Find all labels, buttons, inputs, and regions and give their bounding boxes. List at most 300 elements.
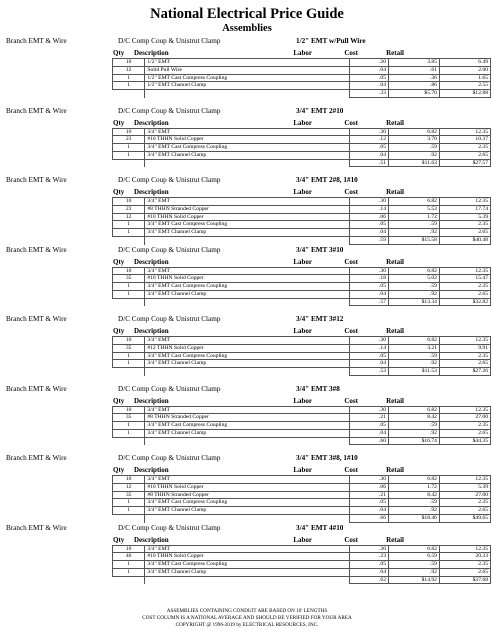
- total-retail: $12.88: [439, 90, 490, 98]
- description-cell: #8 THHN Stranded Copper: [145, 491, 350, 499]
- qty-cell: 23: [113, 205, 145, 213]
- retail-cell: 12.35: [439, 198, 490, 206]
- table-row: [113, 66, 491, 74]
- qty-cell: 1: [113, 82, 145, 90]
- labor-cell: .30: [350, 267, 389, 275]
- column-header-row: [0, 49, 494, 58]
- items-table: [112, 545, 491, 585]
- cost-cell: 5.02: [389, 275, 440, 283]
- total-retail: $27.57: [439, 159, 490, 167]
- qty-cell: 10: [113, 59, 145, 67]
- description-column-header: Description: [134, 118, 169, 127]
- column-header-row: [0, 258, 494, 267]
- table-row: [113, 213, 491, 221]
- cost-cell: 6.82: [389, 476, 440, 484]
- qty-cell: 1: [113, 499, 145, 507]
- qty-cell: 1: [113, 352, 145, 360]
- cost-column-header: Cost: [344, 327, 358, 335]
- qty-column-header: Qty: [113, 327, 125, 335]
- section-method: D/C Comp Coup & Unistrut Clamp: [118, 454, 221, 462]
- total-retail: $44.35: [439, 437, 490, 445]
- table-row: [113, 414, 491, 422]
- total-spacer: [113, 437, 145, 445]
- cost-cell: .59: [389, 221, 440, 229]
- labor-cell: .04: [350, 507, 389, 515]
- labor-cell: .06: [350, 213, 389, 221]
- cost-cell: .92: [389, 568, 440, 576]
- items-table: [112, 197, 491, 245]
- description-cell: #8 THHN Stranded Copper: [145, 205, 350, 213]
- labor-cell: .04: [350, 66, 389, 74]
- labor-cell: .30: [350, 406, 389, 414]
- qty-cell: 1: [113, 290, 145, 298]
- description-cell: #10 THHN Solid Copper: [145, 483, 350, 491]
- assembly-name: 3/4" EMT 3#8, 1#10: [296, 454, 358, 462]
- description-cell: 3/4" EMT Cast Compress Coupling: [145, 422, 350, 430]
- items-table: [112, 406, 491, 446]
- description-column-header: Description: [134, 396, 169, 405]
- labor-cell: .04: [350, 360, 389, 368]
- table-row: [113, 476, 491, 484]
- section-category: Branch EMT & Wire: [6, 315, 67, 323]
- total-labor: .57: [350, 298, 389, 306]
- retail-cell: 12.35: [439, 128, 490, 136]
- table-row: [113, 275, 491, 283]
- total-row: [113, 368, 491, 376]
- qty-cell: 10: [113, 545, 145, 553]
- table-row: [113, 406, 491, 414]
- section-method: D/C Comp Coup & Unistrut Clamp: [118, 245, 221, 254]
- table-row: [113, 507, 491, 515]
- section-header: [0, 384, 494, 395]
- qty-cell: 12: [113, 483, 145, 491]
- labor-cell: .30: [350, 198, 389, 206]
- description-column-header: Description: [134, 535, 169, 544]
- total-spacer: [145, 576, 350, 584]
- retail-cell: 5.39: [439, 213, 490, 221]
- total-spacer: [145, 368, 350, 376]
- section-category: Branch EMT & Wire: [6, 384, 67, 393]
- retail-cell: 17.74: [439, 205, 490, 213]
- labor-cell: .04: [350, 568, 389, 576]
- section-header: [0, 245, 494, 256]
- assembly-section: [0, 523, 494, 593]
- retail-column-header: Retail: [386, 466, 404, 474]
- retail-cell: 2.65: [439, 429, 490, 437]
- cost-column-header: Cost: [344, 466, 358, 474]
- footer-note-lengths: ASSEMBLIES CONTAINING CONDUIT ARE BASED ON 10' LENGTHS: [166, 608, 328, 614]
- table-row: [113, 128, 491, 136]
- description-cell: 3/4" EMT: [145, 545, 350, 553]
- labor-column-header: Labor: [293, 118, 312, 127]
- column-header-row: [0, 536, 494, 545]
- assembly-section: [0, 175, 494, 245]
- total-row: [113, 514, 491, 522]
- cost-cell: .92: [389, 151, 440, 159]
- cost-cell: .59: [389, 144, 440, 152]
- retail-cell: 2.35: [439, 144, 490, 152]
- section-category: Branch EMT & Wire: [6, 523, 67, 532]
- total-cost: $15.58: [389, 236, 440, 244]
- qty-cell: 10: [113, 406, 145, 414]
- section-category: Branch EMT & Wire: [6, 245, 67, 254]
- labor-cell: .12: [350, 136, 389, 144]
- items-table: [112, 128, 491, 168]
- description-cell: 3/4" EMT Channel Clamp: [145, 151, 350, 159]
- table-row: [113, 491, 491, 499]
- qty-cell: 10: [113, 337, 145, 345]
- cost-column-header: Cost: [344, 188, 358, 196]
- cost-cell: 6.82: [389, 337, 440, 345]
- total-row: [113, 159, 491, 167]
- qty-cell: 46: [113, 553, 145, 561]
- table-row: [113, 59, 491, 67]
- labor-cell: .04: [350, 290, 389, 298]
- retail-cell: 12.35: [439, 267, 490, 275]
- retail-column-header: Retail: [386, 118, 404, 127]
- table-row: [113, 74, 491, 82]
- description-cell: 3/4" EMT Cast Compress Coupling: [145, 283, 350, 291]
- qty-cell: 23: [113, 136, 145, 144]
- description-cell: 3/4" EMT Channel Clamp: [145, 568, 350, 576]
- retail-cell: 27.00: [439, 491, 490, 499]
- total-row: [113, 90, 491, 98]
- cost-cell: 3.70: [389, 136, 440, 144]
- retail-cell: 12.35: [439, 545, 490, 553]
- labor-column-header: Labor: [293, 396, 312, 405]
- cost-cell: 8.42: [389, 491, 440, 499]
- table-row: [113, 422, 491, 430]
- retail-cell: 2.65: [439, 360, 490, 368]
- column-header-row: [0, 119, 494, 128]
- cost-cell: .59: [389, 283, 440, 291]
- qty-cell: 35: [113, 414, 145, 422]
- retail-cell: 2.35: [439, 422, 490, 430]
- column-header-row: [0, 327, 494, 336]
- cost-cell: 3.85: [389, 59, 440, 67]
- assembly-name: 3/4" EMT 4#10: [296, 523, 344, 532]
- total-spacer: [113, 298, 145, 306]
- cost-column-header: Cost: [344, 118, 358, 127]
- cost-cell: .36: [389, 74, 440, 82]
- cost-cell: .92: [389, 360, 440, 368]
- total-spacer: [145, 298, 350, 306]
- retail-cell: 2.65: [439, 290, 490, 298]
- table-row: [113, 283, 491, 291]
- description-cell: 3/4" EMT: [145, 406, 350, 414]
- total-spacer: [113, 514, 145, 522]
- assembly-section: [0, 36, 494, 106]
- section-method: D/C Comp Coup & Unistrut Clamp: [118, 37, 221, 45]
- assembly-name: 3/4" EMT 2#8, 1#10: [296, 176, 358, 184]
- total-spacer: [145, 236, 350, 244]
- total-spacer: [145, 514, 350, 522]
- qty-cell: 1: [113, 507, 145, 515]
- cost-cell: .59: [389, 352, 440, 360]
- retail-cell: 2.35: [439, 499, 490, 507]
- cost-cell: 1.72: [389, 483, 440, 491]
- section-method: D/C Comp Coup & Unistrut Clamp: [118, 176, 221, 184]
- retail-cell: 9.91: [439, 344, 490, 352]
- total-retail: $37.68: [439, 576, 490, 584]
- labor-column-header: Labor: [293, 49, 312, 57]
- cost-cell: .92: [389, 290, 440, 298]
- retail-cell: 12.35: [439, 406, 490, 414]
- total-cost: $11.63: [389, 159, 440, 167]
- cost-column-header: Cost: [344, 396, 358, 405]
- retail-cell: 2.65: [439, 507, 490, 515]
- qty-cell: 1: [113, 429, 145, 437]
- items-table: [112, 336, 491, 376]
- table-row: [113, 360, 491, 368]
- section-category: Branch EMT & Wire: [6, 37, 67, 45]
- labor-cell: .30: [350, 128, 389, 136]
- section-header: [0, 36, 494, 47]
- retail-column-header: Retail: [386, 327, 404, 335]
- table-row: [113, 545, 491, 553]
- table-row: [113, 561, 491, 569]
- retail-cell: 2.00: [439, 66, 490, 74]
- table-row: [113, 568, 491, 576]
- total-labor: .33: [350, 90, 389, 98]
- labor-cell: .04: [350, 429, 389, 437]
- cost-column-header: Cost: [344, 257, 358, 266]
- description-cell: 3/4" EMT Cast Compress Coupling: [145, 561, 350, 569]
- retail-column-header: Retail: [386, 396, 404, 405]
- section-category: Branch EMT & Wire: [6, 454, 67, 462]
- total-labor: .60: [350, 437, 389, 445]
- description-column-header: Description: [134, 49, 169, 57]
- cost-cell: .61: [389, 66, 440, 74]
- retail-cell: 20.33: [439, 553, 490, 561]
- qty-cell: 1: [113, 568, 145, 576]
- table-row: [113, 290, 491, 298]
- table-row: [113, 229, 491, 237]
- qty-column-header: Qty: [113, 188, 125, 196]
- description-cell: 3/4" EMT Channel Clamp: [145, 229, 350, 237]
- total-retail: $49.65: [439, 514, 490, 522]
- assembly-name: 3/4" EMT 3#10: [296, 245, 344, 254]
- assembly-section: [0, 384, 494, 454]
- qty-cell: 35: [113, 491, 145, 499]
- assembly-section: [0, 453, 494, 523]
- total-retail: $32.82: [439, 298, 490, 306]
- items-table: [112, 475, 491, 523]
- qty-column-header: Qty: [113, 118, 125, 127]
- cost-cell: 8.42: [389, 414, 440, 422]
- total-spacer: [113, 159, 145, 167]
- column-header-row: [0, 466, 494, 475]
- total-cost: $16.74: [389, 437, 440, 445]
- assembly-name: 1/2" EMT w/Pull Wire: [296, 37, 366, 45]
- labor-cell: .05: [350, 422, 389, 430]
- assembly-list: [0, 36, 494, 592]
- cost-column-header: Cost: [344, 49, 358, 57]
- total-spacer: [113, 368, 145, 376]
- retail-cell: 27.00: [439, 414, 490, 422]
- retail-cell: 2.35: [439, 561, 490, 569]
- description-cell: 3/4" EMT Cast Compress Coupling: [145, 221, 350, 229]
- page-title: National Electrical Price Guide: [150, 6, 344, 22]
- qty-cell: 35: [113, 344, 145, 352]
- qty-column-header: Qty: [113, 396, 125, 405]
- total-cost: $18.46: [389, 514, 440, 522]
- cost-cell: .59: [389, 499, 440, 507]
- cost-cell: 6.82: [389, 406, 440, 414]
- qty-column-header: Qty: [113, 257, 125, 266]
- table-row: [113, 267, 491, 275]
- total-labor: .66: [350, 514, 389, 522]
- total-row: [113, 437, 491, 445]
- description-cell: 3/4" EMT: [145, 476, 350, 484]
- total-spacer: [113, 236, 145, 244]
- cost-cell: .59: [389, 422, 440, 430]
- retail-cell: 2.35: [439, 352, 490, 360]
- labor-cell: .14: [350, 205, 389, 213]
- section-method: D/C Comp Coup & Unistrut Clamp: [118, 384, 221, 393]
- retail-cell: 10.37: [439, 136, 490, 144]
- description-cell: #10 THHN Solid Copper: [145, 136, 350, 144]
- total-spacer: [113, 90, 145, 98]
- retail-cell: 15.47: [439, 275, 490, 283]
- column-header-row: [0, 188, 494, 197]
- retail-column-header: Retail: [386, 535, 404, 544]
- table-row: [113, 352, 491, 360]
- table-row: [113, 429, 491, 437]
- description-cell: 3/4" EMT: [145, 128, 350, 136]
- labor-column-header: Labor: [293, 188, 312, 196]
- assembly-section: [0, 314, 494, 384]
- labor-column-header: Labor: [293, 535, 312, 544]
- qty-cell: 10: [113, 476, 145, 484]
- description-cell: 1/2" EMT: [145, 59, 350, 67]
- qty-cell: 1: [113, 360, 145, 368]
- qty-cell: 1: [113, 229, 145, 237]
- retail-cell: 2.55: [439, 82, 490, 90]
- retail-cell: 2.35: [439, 221, 490, 229]
- total-row: [113, 236, 491, 244]
- section-header: [0, 314, 494, 325]
- assembly-name: 3/4" EMT 2#10: [296, 106, 344, 115]
- total-labor: .59: [350, 236, 389, 244]
- labor-cell: .05: [350, 283, 389, 291]
- description-cell: 3/4" EMT Channel Clamp: [145, 507, 350, 515]
- table-row: [113, 553, 491, 561]
- labor-cell: .04: [350, 151, 389, 159]
- qty-cell: 1: [113, 74, 145, 82]
- cost-cell: 6.82: [389, 267, 440, 275]
- table-row: [113, 344, 491, 352]
- labor-column-header: Labor: [293, 257, 312, 266]
- cost-cell: 1.72: [389, 213, 440, 221]
- description-cell: 3/4" EMT: [145, 337, 350, 345]
- retail-cell: 2.65: [439, 568, 490, 576]
- description-cell: 3/4" EMT Channel Clamp: [145, 290, 350, 298]
- qty-cell: 12: [113, 66, 145, 74]
- retail-cell: 1.65: [439, 74, 490, 82]
- qty-cell: 1: [113, 283, 145, 291]
- retail-cell: 2.35: [439, 283, 490, 291]
- section-header: [0, 175, 494, 186]
- description-column-header: Description: [134, 188, 169, 196]
- table-row: [113, 198, 491, 206]
- description-cell: #12 THHN Solid Copper: [145, 344, 350, 352]
- labor-cell: .30: [350, 337, 389, 345]
- assembly-name: 3/4" EMT 3#8: [296, 384, 340, 393]
- total-cost: $11.53: [389, 368, 440, 376]
- description-cell: 1/2" EMT Channel Clamp: [145, 82, 350, 90]
- labor-cell: .04: [350, 82, 389, 90]
- total-cost: $14.92: [389, 576, 440, 584]
- description-cell: 3/4" EMT Channel Clamp: [145, 360, 350, 368]
- labor-cell: .04: [350, 229, 389, 237]
- table-row: [113, 82, 491, 90]
- cost-cell: .59: [389, 561, 440, 569]
- description-cell: #10 THHN Solid Copper: [145, 553, 350, 561]
- labor-cell: .21: [350, 414, 389, 422]
- cost-cell: 6.59: [389, 553, 440, 561]
- section-method: D/C Comp Coup & Unistrut Clamp: [118, 523, 221, 532]
- description-cell: 3/4" EMT: [145, 198, 350, 206]
- retail-cell: 12.35: [439, 337, 490, 345]
- description-cell: 3/4" EMT Cast Compress Coupling: [145, 499, 350, 507]
- description-cell: #10 THHN Solid Copper: [145, 213, 350, 221]
- assembly-name: 3/4" EMT 3#12: [296, 315, 344, 323]
- table-row: [113, 144, 491, 152]
- total-cost: $13.34: [389, 298, 440, 306]
- labor-cell: .05: [350, 561, 389, 569]
- qty-cell: 1: [113, 561, 145, 569]
- qty-cell: 35: [113, 275, 145, 283]
- cost-cell: 6.82: [389, 198, 440, 206]
- qty-cell: 12: [113, 213, 145, 221]
- column-header-row: [0, 397, 494, 406]
- total-labor: .51: [350, 159, 389, 167]
- qty-cell: 10: [113, 128, 145, 136]
- qty-cell: 1: [113, 144, 145, 152]
- retail-cell: 2.65: [439, 229, 490, 237]
- section-method: D/C Comp Coup & Unistrut Clamp: [118, 315, 221, 323]
- total-spacer: [145, 159, 350, 167]
- cost-cell: 6.82: [389, 128, 440, 136]
- assembly-section: [0, 106, 494, 176]
- table-row: [113, 205, 491, 213]
- cost-cell: .92: [389, 229, 440, 237]
- labor-cell: .30: [350, 545, 389, 553]
- total-spacer: [113, 576, 145, 584]
- labor-cell: .21: [350, 491, 389, 499]
- footer-copyright: COPYRIGHT @ 1996-2019 by ELECTRICAL RESOURCES, INC.: [175, 622, 319, 628]
- qty-cell: 1: [113, 422, 145, 430]
- qty-column-header: Qty: [113, 49, 125, 57]
- description-cell: #10 THHN Solid Copper: [145, 275, 350, 283]
- qty-cell: 10: [113, 267, 145, 275]
- cost-cell: 5.53: [389, 205, 440, 213]
- total-retail: $40.48: [439, 236, 490, 244]
- labor-cell: .30: [350, 476, 389, 484]
- page-subtitle: Assemblies: [222, 23, 272, 34]
- retail-cell: 2.65: [439, 151, 490, 159]
- description-cell: 3/4" EMT Cast Compress Coupling: [145, 144, 350, 152]
- qty-cell: 10: [113, 198, 145, 206]
- cost-cell: 6.82: [389, 545, 440, 553]
- total-row: [113, 576, 491, 584]
- total-labor: .62: [350, 576, 389, 584]
- labor-cell: .05: [350, 352, 389, 360]
- retail-column-header: Retail: [386, 49, 404, 57]
- retail-cell: 6.49: [439, 59, 490, 67]
- labor-cell: .05: [350, 144, 389, 152]
